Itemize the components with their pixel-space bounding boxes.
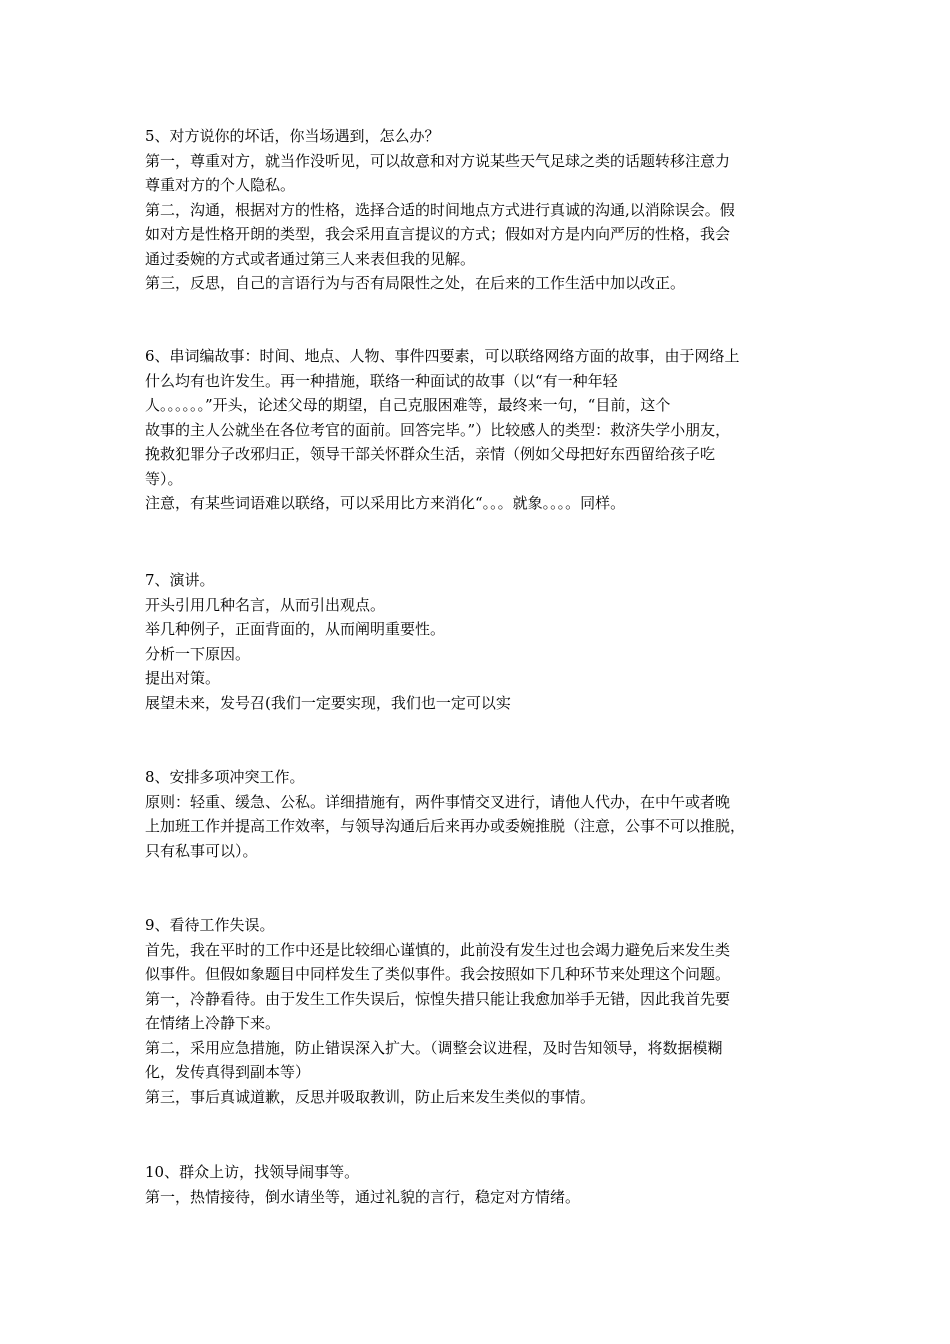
text-line: 似事件。但假如象题目中同样发生了类似事件。我会按照如下几种环节来处理这个问题。 [145,965,731,983]
text-line: 人。。。。。。”开头，论述父母的期望，自己克服困难等，最终来一句，“目前，这个 [145,396,671,414]
text-line: 开头引用几种名言，从而引出观点。 [145,595,386,614]
section-6 [145,344,815,516]
text-line: 第一，冷静看待。由于发生工作失误后，惊惶失措只能让我愈加举手无错，因此我首先要 [145,989,731,1008]
text-line: 分析一下原因。 [145,644,251,663]
section-9 [145,913,815,1109]
text-line: 首先，我在平时的工作中还是比较细心谨慎的，此前没有发生过也会竭力避免后来发生类 [145,940,731,959]
section-heading: 7、演讲。 [145,571,215,589]
text-line: 第一，热情接待，倒水请坐等，通过礼貌的言行，稳定对方情绪。 [145,1187,581,1206]
text-line: 在情绪上冷静下来。 [145,1014,281,1032]
section-7 [145,568,815,715]
text-line: 第二，采用应急措施，防止错误深入扩大。（调整会议进程，及时告知领导，将数据模糊 [145,1038,723,1057]
text-line: 注意，有某些词语难以联络，可以采用比方来消化“。。。就象。。。。同样。 [145,494,626,512]
text-line: 原则：轻重、缓急、公私。详细措施有，两件事情交叉进行，请他人代办，在中午或者晚 [145,792,731,811]
text-line: 尊重对方的个人隐私。 [145,176,296,194]
text-line: 第二，沟通，根据对方的性格，选择合适的时间地点方式进行真诚的沟通,以消除误会。假 [145,200,735,219]
text-line: 提出对策。 [145,669,221,687]
text-line: 通过委婉的方式或者通过第三人来表但我的见解。 [145,249,476,268]
text-line: 如对方是性格开朗的类型，我会采用直言提议的方式；假如对方是内向严厉的性格，我会 [145,225,731,243]
section-heading: 5、对方说你的坏话，你当场遇到，怎么办？ [145,127,440,145]
section-heading: 9、看待工作失误。 [145,916,275,934]
text-line: 等）。 [145,469,183,488]
text-line: 挽救犯罪分子改邪归正，领导干部关怀群众生活，亲情（例如父母把好东西留给孩子吃 [145,445,716,463]
text-line: 化，发传真得到副本等） [145,1063,311,1081]
text-line: 什么均有也许发生。再一种措施，联络一种面试的故事（以“有一种年轻 [145,371,618,390]
section-5 [145,124,815,296]
text-line: 第三，事后真诚道歉，反思并吸取教训，防止后来发生类似的事情。 [145,1087,596,1106]
section-heading: 8、安排多项冲突工作。 [145,768,305,786]
section-heading: 6、串词编故事：时间、地点、人物、事件四要素，可以联络网络方面的故事，由于网络上 [145,347,740,365]
text-line: 只有私事可以）。 [145,841,258,860]
text-line: 故事的主人公就坐在各位考官的面前。回答完毕。”）比较感人的类型：救济失学小朋友， [145,420,731,439]
section-10 [145,1160,815,1209]
text-line: 第一，尊重对方，就当作没听见，可以故意和对方说某些天气足球之类的话题转移注意力 [145,151,731,170]
section-heading: 10、群众上访，找领导闹事等。 [145,1163,360,1181]
text-line: 展望未来，发号召(我们一定要实现，我们也一定可以实 [145,693,511,712]
text-line: 第三，反思，自己的言语行为与否有局限性之处，在后来的工作生活中加以改正。 [145,274,686,292]
text-line: 举几种例子，正面背面的，从而阐明重要性。 [145,620,446,638]
text-line: 上加班工作并提高工作效率，与领导沟通后后来再办或委婉推脱（注意，公事不可以推脱， [145,817,746,835]
section-8 [145,765,815,863]
